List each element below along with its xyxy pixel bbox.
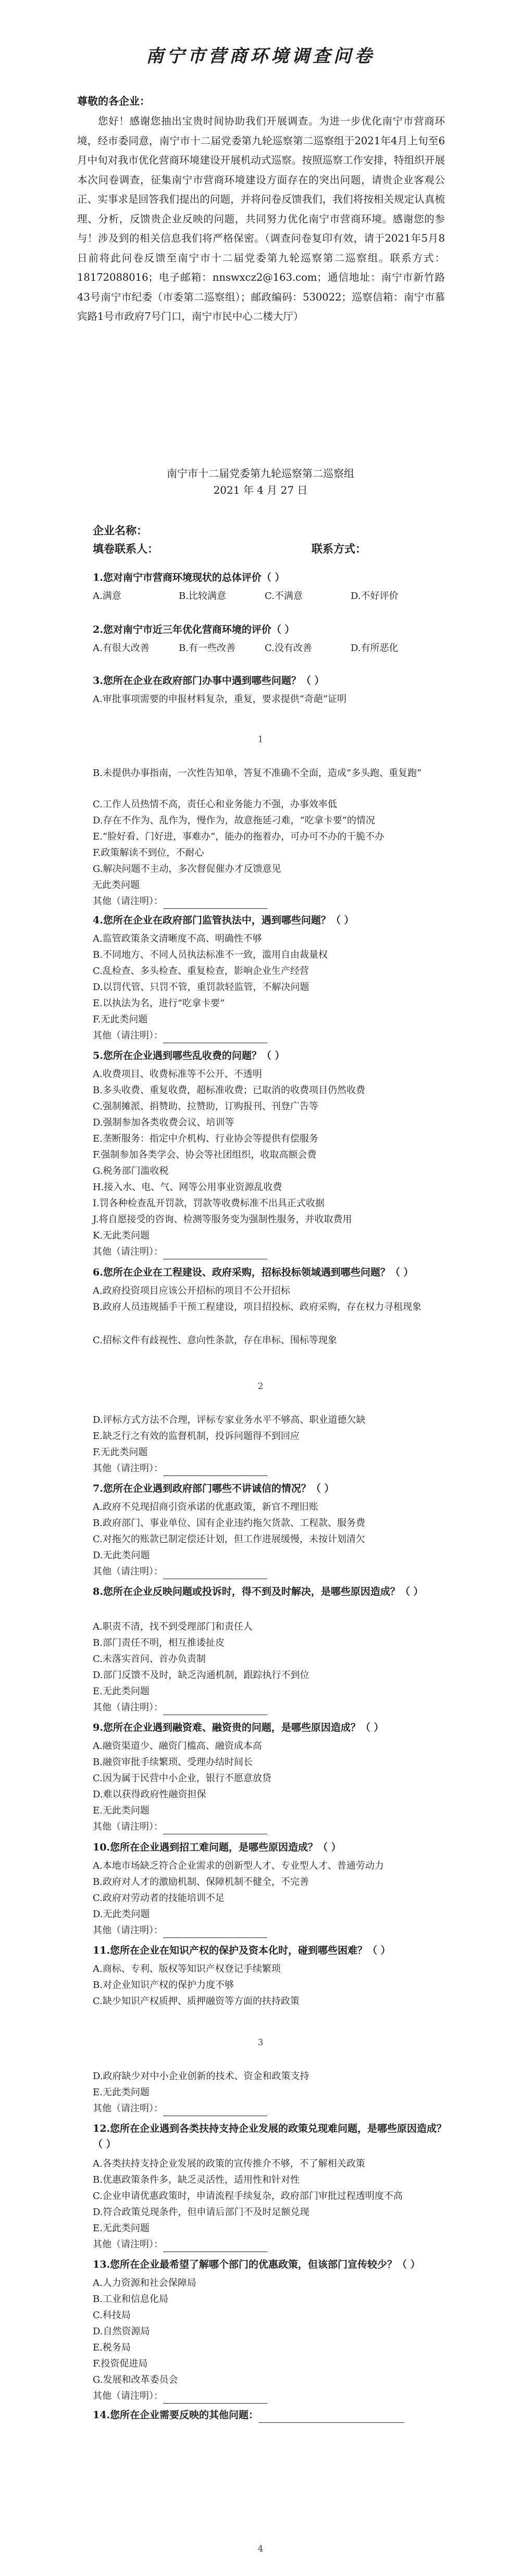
option[interactable]: H.接入水、电、气、网等公用事业资源乱收费 <box>93 1182 282 1193</box>
option[interactable]: C.没有改善 <box>265 643 312 654</box>
option[interactable]: C.对拖欠的账款已制定偿还计划，但工作进展缓慢，未按计划清欠 <box>93 1534 365 1545</box>
question-12: 12.您所在企业遇到各类扶持支持企业发展的政策兑现难问题，是哪些原因造成？（ ） <box>93 2123 447 2150</box>
option[interactable]: D.自然资源局 <box>93 2326 150 2337</box>
other-field[interactable] <box>93 2389 452 2404</box>
page-number: 1 <box>257 734 264 745</box>
other-field[interactable] <box>93 1700 452 1715</box>
other-label: 其他（请注明）： <box>93 2391 163 2402</box>
option[interactable]: B.对企业知识产权的保护力度不够 <box>93 1980 234 1991</box>
option[interactable]: B.多头收费、重复收费，超标准收费；已取消的收费项目仍然收费 <box>93 1085 365 1096</box>
option[interactable]: D.无此类问题 <box>93 1909 150 1920</box>
document-title: 南宁市营商环境调查问卷 <box>146 46 375 67</box>
question-7: 7.您所在企业遇到政府部门哪些不讲诚信的情况？（ ） <box>93 1483 334 1494</box>
option[interactable]: F.无此类问题 <box>93 1447 148 1458</box>
option[interactable]: C.乱检查、多头检查、重复检查，影响企业生产经营 <box>93 966 309 977</box>
company-name-field[interactable]: 企业名称： <box>93 524 147 537</box>
option[interactable]: G.解决问题不主动，多次督促催办才反馈意见 <box>93 864 281 874</box>
option[interactable]: D.存在不作为、乱作为，慢作为，故意拖延刁难，“吃拿卡要”的情况 <box>93 815 375 826</box>
option[interactable]: A.满意 <box>93 591 121 602</box>
option[interactable]: A.有很大改善 <box>93 643 150 654</box>
option[interactable]: G.发展和改革委员会 <box>93 2374 178 2385</box>
option[interactable]: F.政策解读不到位，不耐心 <box>93 847 204 858</box>
other-field[interactable] <box>93 1244 452 1259</box>
option[interactable]: B.工业和信息化局 <box>93 2294 168 2305</box>
option[interactable]: B.政府部门、事业单位、国有企业违约拖欠货款、工程款、服务费 <box>93 1518 365 1529</box>
option[interactable]: C.企业申请优惠政策时，申请流程手续复杂，政府部门审批过程透明度不高 <box>93 2191 403 2202</box>
other-label: 其他（请注明）： <box>93 1702 163 1713</box>
blank-line[interactable] <box>163 1465 267 1476</box>
option[interactable]: D.以罚代管、只罚不管，重罚款轻监管，不解决问题 <box>93 982 309 993</box>
blank-line[interactable] <box>163 1248 267 1259</box>
option[interactable]: B.政府对人才的激励机制、保障机制不健全，不完善 <box>93 1877 309 1887</box>
option[interactable]: D.难以获得政府性融资担保 <box>93 1789 206 1800</box>
question-11: 11.您所在企业在知识产权的保护及资本化时，碰到哪些困难？（ ） <box>93 1945 391 1956</box>
other-field[interactable] <box>93 894 452 909</box>
question-1: 1.您对南宁市营商环境现状的总体评价（ ） <box>93 572 285 583</box>
option[interactable]: F.无此类问题 <box>93 1014 148 1025</box>
option[interactable]: E.以执法为名，进行“吃拿卡要” <box>93 998 225 1009</box>
blank-line[interactable] <box>163 898 267 909</box>
option[interactable]: E.“脸好看、门好进，事难办”，能办的拖着办，可办可不办的干脆不办 <box>93 831 384 842</box>
option[interactable]: C.强制摊派、捐赞助、拉赞助，订购报刊、刊登广告等 <box>93 1101 318 1112</box>
other-label: 其他（请注明）： <box>93 1821 163 1832</box>
option[interactable]: D.政府缺少对中小企业创新的技术、资金和政策支持 <box>93 2071 309 2082</box>
option[interactable]: E.税务局 <box>93 2342 131 2353</box>
sign-org: 南宁市十二届党委第九轮巡察第二巡察组 <box>167 467 354 480</box>
option[interactable]: C.政府对劳动者的技能培训不足 <box>93 1893 225 1904</box>
option[interactable]: B.优惠政策条件多，缺乏灵活性，适用性和针对性 <box>93 2174 300 2185</box>
blank-line[interactable] <box>258 2412 404 2423</box>
blank-line[interactable] <box>163 1704 267 1715</box>
option[interactable]: D.有所恶化 <box>351 643 399 654</box>
other-field[interactable] <box>93 1461 452 1476</box>
intro-paragraph: 您好！感谢您抽出宝贵时间协助我们开展调查。为进一步优化南宁市营商环境，经市委同意，南宁市十二届党委第九轮巡察第二巡察组于2021年4月上旬至6月中旬对我市优化营商环境建设开展机动式巡察。按照巡察工作安排，特组织开展本次问卷调查，征集南宁市营商环境建设方面存在的突出问题，请贵企业客观公正、实事求是回答我们提出的问题，并将问卷反馈我们，我们将按相关规定认真梳理、分析，反馈贵企业反映的问题，共同努力优化南宁市营商环境。感谢您的参与！涉及到的相关信息我们将严格保密。（调查问卷复印有效，请于2021年5月8日前将此问卷反馈至南宁市十二届党委第九轮巡察第二巡察组。联系方式：18172088016；电子邮箱：nnswxcz2@163.com；通信地址：南宁市新竹路43号南宁市纪委（市委第二巡察组）；邮政编码：530022；巡察信箱：南宁市慕宾路1号市政府7号门口，南宁市民中心二楼大厅） <box>77 115 445 322</box>
option[interactable]: F.投资促进局 <box>93 2358 148 2369</box>
other-field[interactable] <box>93 1028 452 1043</box>
other-field[interactable] <box>93 2237 452 2252</box>
blank-line[interactable] <box>163 2105 267 2116</box>
other-label: 其他（请注明）： <box>93 2239 163 2250</box>
other-label: 其他（请注明）： <box>93 896 163 907</box>
question-2: 2.您对南宁市近三年优化营商环境的评价（ ） <box>93 624 295 635</box>
option[interactable]: E.缺乏行之有效的监督机制，投诉问题得不到回应 <box>93 1431 300 1442</box>
option[interactable]: A.监管政策条文清晰度不高、明确性不够 <box>93 933 262 944</box>
option[interactable]: D.强制参加各类收费会议、培训等 <box>93 1117 234 1128</box>
option[interactable]: A.各类扶持支持企业发展的政策的宣传推介不够，不了解相关政策 <box>93 2158 365 2169</box>
question-1-options <box>93 589 452 604</box>
option[interactable]: B.未提供办事指南，一次性告知单，答复不准确不全面，造成“多头跑、重复跑” <box>93 768 422 779</box>
option[interactable]: E.无此类问题 <box>93 1805 150 1816</box>
option[interactable]: C.招标文件有歧视性、意向性条款，存在串标、围标等现象 <box>93 1335 337 1346</box>
question-2-options <box>93 641 452 656</box>
option[interactable]: B.融资审批手续繁琐、受理办结时间长 <box>93 1757 253 1768</box>
option[interactable]: J.将自愿接受的咨询、检测等服务变为强制性服务，并收取费用 <box>93 1214 352 1225</box>
option[interactable]: I.罚各种检查乱开罚款，罚款等收费标准不出具正式收据 <box>93 1198 325 1209</box>
option[interactable]: B.部门责任不明，相互推诿扯皮 <box>93 1637 225 1648</box>
option[interactable]: A.商标、专利、版权等知识产权登记手续繁琐 <box>93 1964 281 1974</box>
option[interactable]: D.评标方式方法不合理，评标专家业务水平不够高、职业道德欠缺 <box>93 1415 366 1425</box>
option[interactable]: E.垄断服务：指定中介机构、行业协会等提供有偿服务 <box>93 1133 318 1144</box>
other-label: 其他（请注明）： <box>93 1246 163 1257</box>
option[interactable]: A.收费项目、收费标准等不公开、不透明 <box>93 1069 262 1080</box>
question-5: 5.您所在企业遇到哪些乱收费的问题？（ ） <box>93 1050 285 1061</box>
option[interactable]: B.不同地方、不同人员执法标准不一致，滥用自由裁量权 <box>93 949 328 960</box>
other-label: 其他（请注明）： <box>93 1030 163 1041</box>
option[interactable]: A.本地市场缺乏符合企业需求的创新型人才、专业型人才、普通劳动力 <box>93 1860 384 1871</box>
option[interactable]: 无此类问题 <box>93 880 140 891</box>
blank-line[interactable] <box>163 1568 267 1579</box>
option[interactable]: E.无此类问题 <box>93 1686 150 1697</box>
other-field[interactable] <box>93 1923 452 1938</box>
question-14-label: 14.您所在企业需要反映的其他问题： <box>93 2409 259 2421</box>
option[interactable]: B.政府人员违规插手干预工程建设，项目招投标、政府采购，存在权力寻租现象 <box>93 1302 421 1312</box>
other-field[interactable] <box>93 1564 452 1579</box>
page-number: 4 <box>257 2544 264 2554</box>
option[interactable]: C.缺少知识产权质押、质押融资等方面的扶持政策 <box>93 1996 300 2007</box>
other-label: 其他（请注明）： <box>93 1925 163 1936</box>
option[interactable]: A.政府投资项目应该公开招标的项目不公开招标 <box>93 1285 290 1296</box>
option[interactable]: D.无此类问题 <box>93 1550 150 1561</box>
question-6: 6.您所在企业在工程建设、政府采购，招标投标领域遇到哪些问题？（ ） <box>93 1267 414 1278</box>
contact-field[interactable]: 联系方式： <box>312 542 366 555</box>
question-10: 10.您所在企业遇到招工难问题，是哪些原因造成？（ ） <box>93 1842 341 1853</box>
option[interactable]: A.融资渠道少、融资门槛高、融资成本高 <box>93 1741 262 1752</box>
page-number: 2 <box>257 1381 264 1392</box>
option[interactable]: C.不满意 <box>265 591 303 602</box>
question-14[interactable] <box>93 2407 452 2423</box>
other-field[interactable] <box>93 2101 452 2116</box>
option[interactable]: A.人力资源和社会保障局 <box>93 2278 196 2289</box>
blank-line[interactable] <box>163 1927 267 1938</box>
option[interactable]: C.工作人员热情不高，责任心和业务能力不强，办事效率低 <box>93 799 337 810</box>
option[interactable]: A.审批事项需要的申报材料复杂，重复，要求提供“奇葩”证明 <box>93 694 347 705</box>
question-13: 13.您所在企业最希望了解哪个部门的优惠政策，但该部门宣传较少？（ ） <box>93 2259 420 2270</box>
question-9: 9.您所在企业遇到融资难、融资贵的问题，是哪些原因造成？（ ） <box>93 1722 384 1733</box>
blank-line[interactable] <box>163 1032 267 1043</box>
other-label: 其他（请注明）： <box>93 1463 163 1474</box>
option[interactable]: G.税务部门滥收税 <box>93 1166 169 1177</box>
option[interactable]: A.政府不兑现招商引资承诺的优惠政策，新官不理旧账 <box>93 1502 318 1512</box>
blank-line[interactable] <box>163 2393 267 2404</box>
option[interactable]: E.无此类问题 <box>93 2223 150 2234</box>
blank-line[interactable] <box>163 2241 267 2252</box>
other-field[interactable] <box>93 1819 452 1834</box>
option[interactable]: C.科技局 <box>93 2310 131 2321</box>
other-label: 其他（请注明）： <box>93 2103 163 2114</box>
option[interactable]: B.比较满意 <box>179 591 226 602</box>
option[interactable]: C.因为属于民营中小企业，银行不愿意放贷 <box>93 1773 271 1784</box>
option[interactable]: E.无此类问题 <box>93 2087 150 2098</box>
option[interactable]: D.部门反馈不及时，缺乏沟通机制，跟踪执行不到位 <box>93 1670 309 1681</box>
question-8: 8.您所在企业反映问题或投诉时，得不到及时解决，是哪些原因造成？（ ） <box>93 1586 424 1597</box>
filler-field[interactable]: 填卷联系人： <box>93 542 158 555</box>
page-number: 3 <box>257 2037 264 2048</box>
option[interactable]: K.无此类问题 <box>93 1230 150 1241</box>
option[interactable]: B.有一些改善 <box>179 643 235 654</box>
other-label: 其他（请注明）： <box>93 1566 163 1577</box>
question-4: 4.您所在企业在政府部门监管执法中，遇到哪些问题？（ ） <box>93 915 354 926</box>
option[interactable]: D.符合政策兑现条件，但申请后部门不及时足额兑现 <box>93 2207 309 2218</box>
option[interactable]: C.未落实首问、首办负责制 <box>93 1654 206 1665</box>
sign-date: 2021 年 4 月 27 日 <box>213 484 308 496</box>
option[interactable]: A.职责不清，找不到受理部门和责任人 <box>93 1621 253 1632</box>
option[interactable]: F.强制参加各类学会、协会等社团组织，收取高额会费 <box>93 1149 317 1160</box>
option[interactable]: D.不好评价 <box>351 591 399 602</box>
blank-line[interactable] <box>163 1823 267 1834</box>
question-3: 3.您所在企业在政府部门办事中遇到哪些问题？（ ） <box>93 675 325 686</box>
salutation: 尊敬的各企业： <box>77 95 150 107</box>
